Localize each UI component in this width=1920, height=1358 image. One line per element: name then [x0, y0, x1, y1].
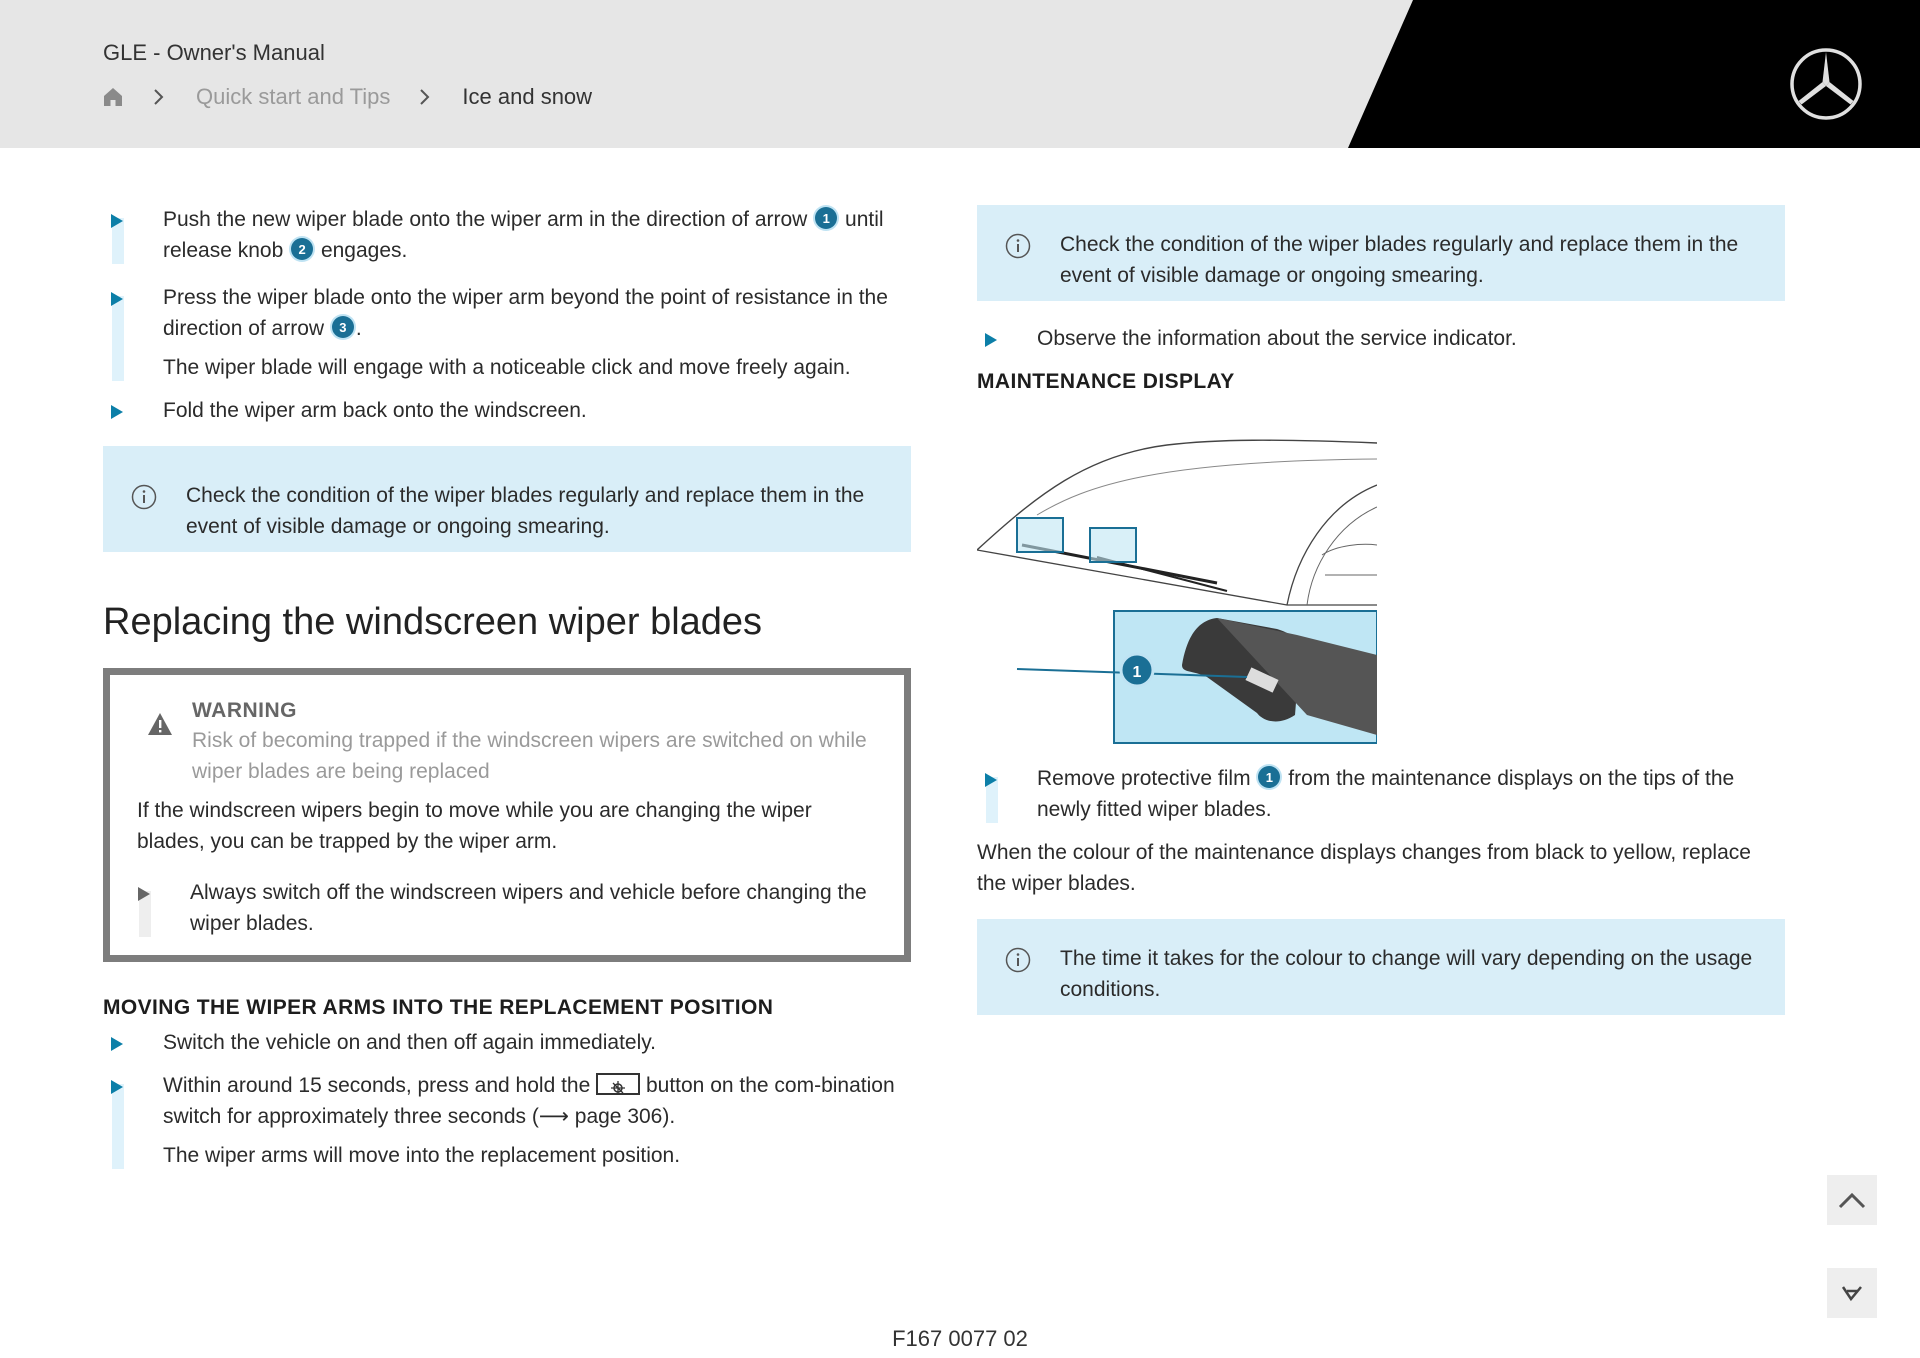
step-text: Switch the vehicle on and then off again immediately.: [163, 1031, 657, 1054]
info-text: The time it takes for the colour to change will vary depending on the usage conditions.: [1060, 947, 1753, 1001]
right-column: [977, 204, 1785, 1015]
warning-step: [130, 877, 876, 939]
callout-number-2: 2: [291, 238, 313, 260]
mercedes-star-logo: [1788, 46, 1864, 122]
callout-number-3: 3: [332, 316, 354, 338]
info-box: [977, 205, 1785, 301]
page-reference-link[interactable]: page 306).: [568, 1105, 676, 1128]
maintenance-paragraph: When the colour of the maintenance displays changes from black to yellow, replace the wiper blades.: [977, 841, 1751, 895]
scroll-up-button[interactable]: [1827, 1175, 1877, 1225]
step-observe-service: [977, 323, 1785, 354]
warning-triangle-icon: [147, 712, 173, 736]
step-text: Always switch off the windscreen wipers and vehicle before changing the wiper blades.: [190, 881, 867, 935]
info-text: Check the condition of the wiper blades regularly and replace them in the event of visible damage or ongoing smearing.: [186, 484, 865, 538]
step-fold-arm: [103, 395, 911, 426]
chevron-right-icon: [152, 86, 166, 108]
left-column: [103, 204, 911, 1171]
step-text: Push the new wiper blade onto the wiper arm in the direction of arrow: [163, 208, 808, 231]
step-text: from the maintenance displays on the tips of the newly fitted wiper blades.: [1037, 767, 1735, 821]
step-text: Press the wiper blade onto the wiper arm beyond the point of resistance in the direction of arrow: [163, 286, 888, 340]
step-remove-film: [977, 763, 1785, 825]
breadcrumb-link-quick-start[interactable]: Quick start and Tips: [196, 84, 391, 109]
chevron-right-icon: [418, 86, 432, 108]
section-heading: Replacing the windscreen wiper blades: [103, 601, 763, 643]
step-text: Fold the wiper arm back onto the windscreen.: [163, 399, 587, 422]
info-text: Check the condition of the wiper blades regularly and replace them in the event of visible damage or ongoing smearing.: [1060, 233, 1739, 287]
info-icon: [1005, 947, 1031, 973]
page-ref-arrow: ⟶: [538, 1105, 569, 1128]
step-arrow-icon: [111, 214, 123, 228]
step-text: Within around 15 seconds, press and hold the: [163, 1074, 591, 1097]
info-icon: [1005, 233, 1031, 259]
step-press-hold-button: [103, 1070, 911, 1171]
warning-subtitle: Risk of becoming trapped if the windscreen wipers are switched on while wiper blades are being replaced: [192, 729, 867, 783]
moving-heading: MOVING THE WIPER ARMS INTO THE REPLACEMENT POSITION: [103, 996, 774, 1019]
step-arrow-icon: [111, 292, 123, 306]
step-arrow-icon: [111, 1037, 123, 1051]
step-arrow-icon: [985, 333, 997, 347]
breadcrumb: [102, 82, 592, 112]
doc-title: GLE - Owner's Manual: [103, 40, 325, 65]
step-text: button on the com-bination switch for approximately three seconds (: [163, 1074, 895, 1128]
step-arrow-icon: [111, 405, 123, 419]
step-text: Observe the information about the service indicator.: [1037, 327, 1517, 350]
bookmark-icon: [1837, 1281, 1867, 1305]
maintenance-heading: MAINTENANCE DISPLAY: [977, 370, 1235, 393]
warning-body: If the windscreen wipers begin to move while you are changing the wiper blades, you can be trapped by the wiper arm.: [137, 799, 812, 853]
callout-number-1: 1: [815, 207, 837, 229]
home-icon[interactable]: [102, 86, 124, 108]
step-arrow-icon: [985, 773, 997, 787]
info-box: [103, 446, 911, 552]
figure-code: F167 0077 02: [892, 1326, 1028, 1351]
step-result: The wiper arms will move into the replacement position.: [163, 1144, 681, 1167]
wiper-maintenance-illustration: [977, 415, 1377, 745]
warning-title: WARNING: [192, 699, 297, 722]
info-box: [977, 919, 1785, 1015]
step-result: The wiper blade will engage with a noticeable click and move freely again.: [163, 356, 851, 379]
step-text: .: [355, 317, 362, 340]
step-arrow-icon: [111, 1080, 123, 1094]
step-text: Remove protective film: [1037, 767, 1251, 790]
breadcrumb-current: Ice and snow: [462, 84, 593, 109]
wiper-button-icon: [596, 1073, 640, 1095]
step-text: engages.: [320, 239, 408, 262]
callout-number-1: 1: [1258, 766, 1280, 788]
scroll-up-icon: [1837, 1190, 1867, 1210]
step-push-blade: [103, 204, 911, 266]
step-press-blade: [103, 282, 911, 383]
step-text: until release knob: [163, 208, 884, 262]
figure-callout-number: 1: [1132, 664, 1142, 681]
info-icon: [131, 484, 157, 510]
step-arrow-icon: [138, 887, 150, 901]
step-switch-vehicle: [103, 1027, 911, 1058]
bookmark-button[interactable]: [1827, 1268, 1877, 1318]
warning-box: [103, 668, 911, 962]
